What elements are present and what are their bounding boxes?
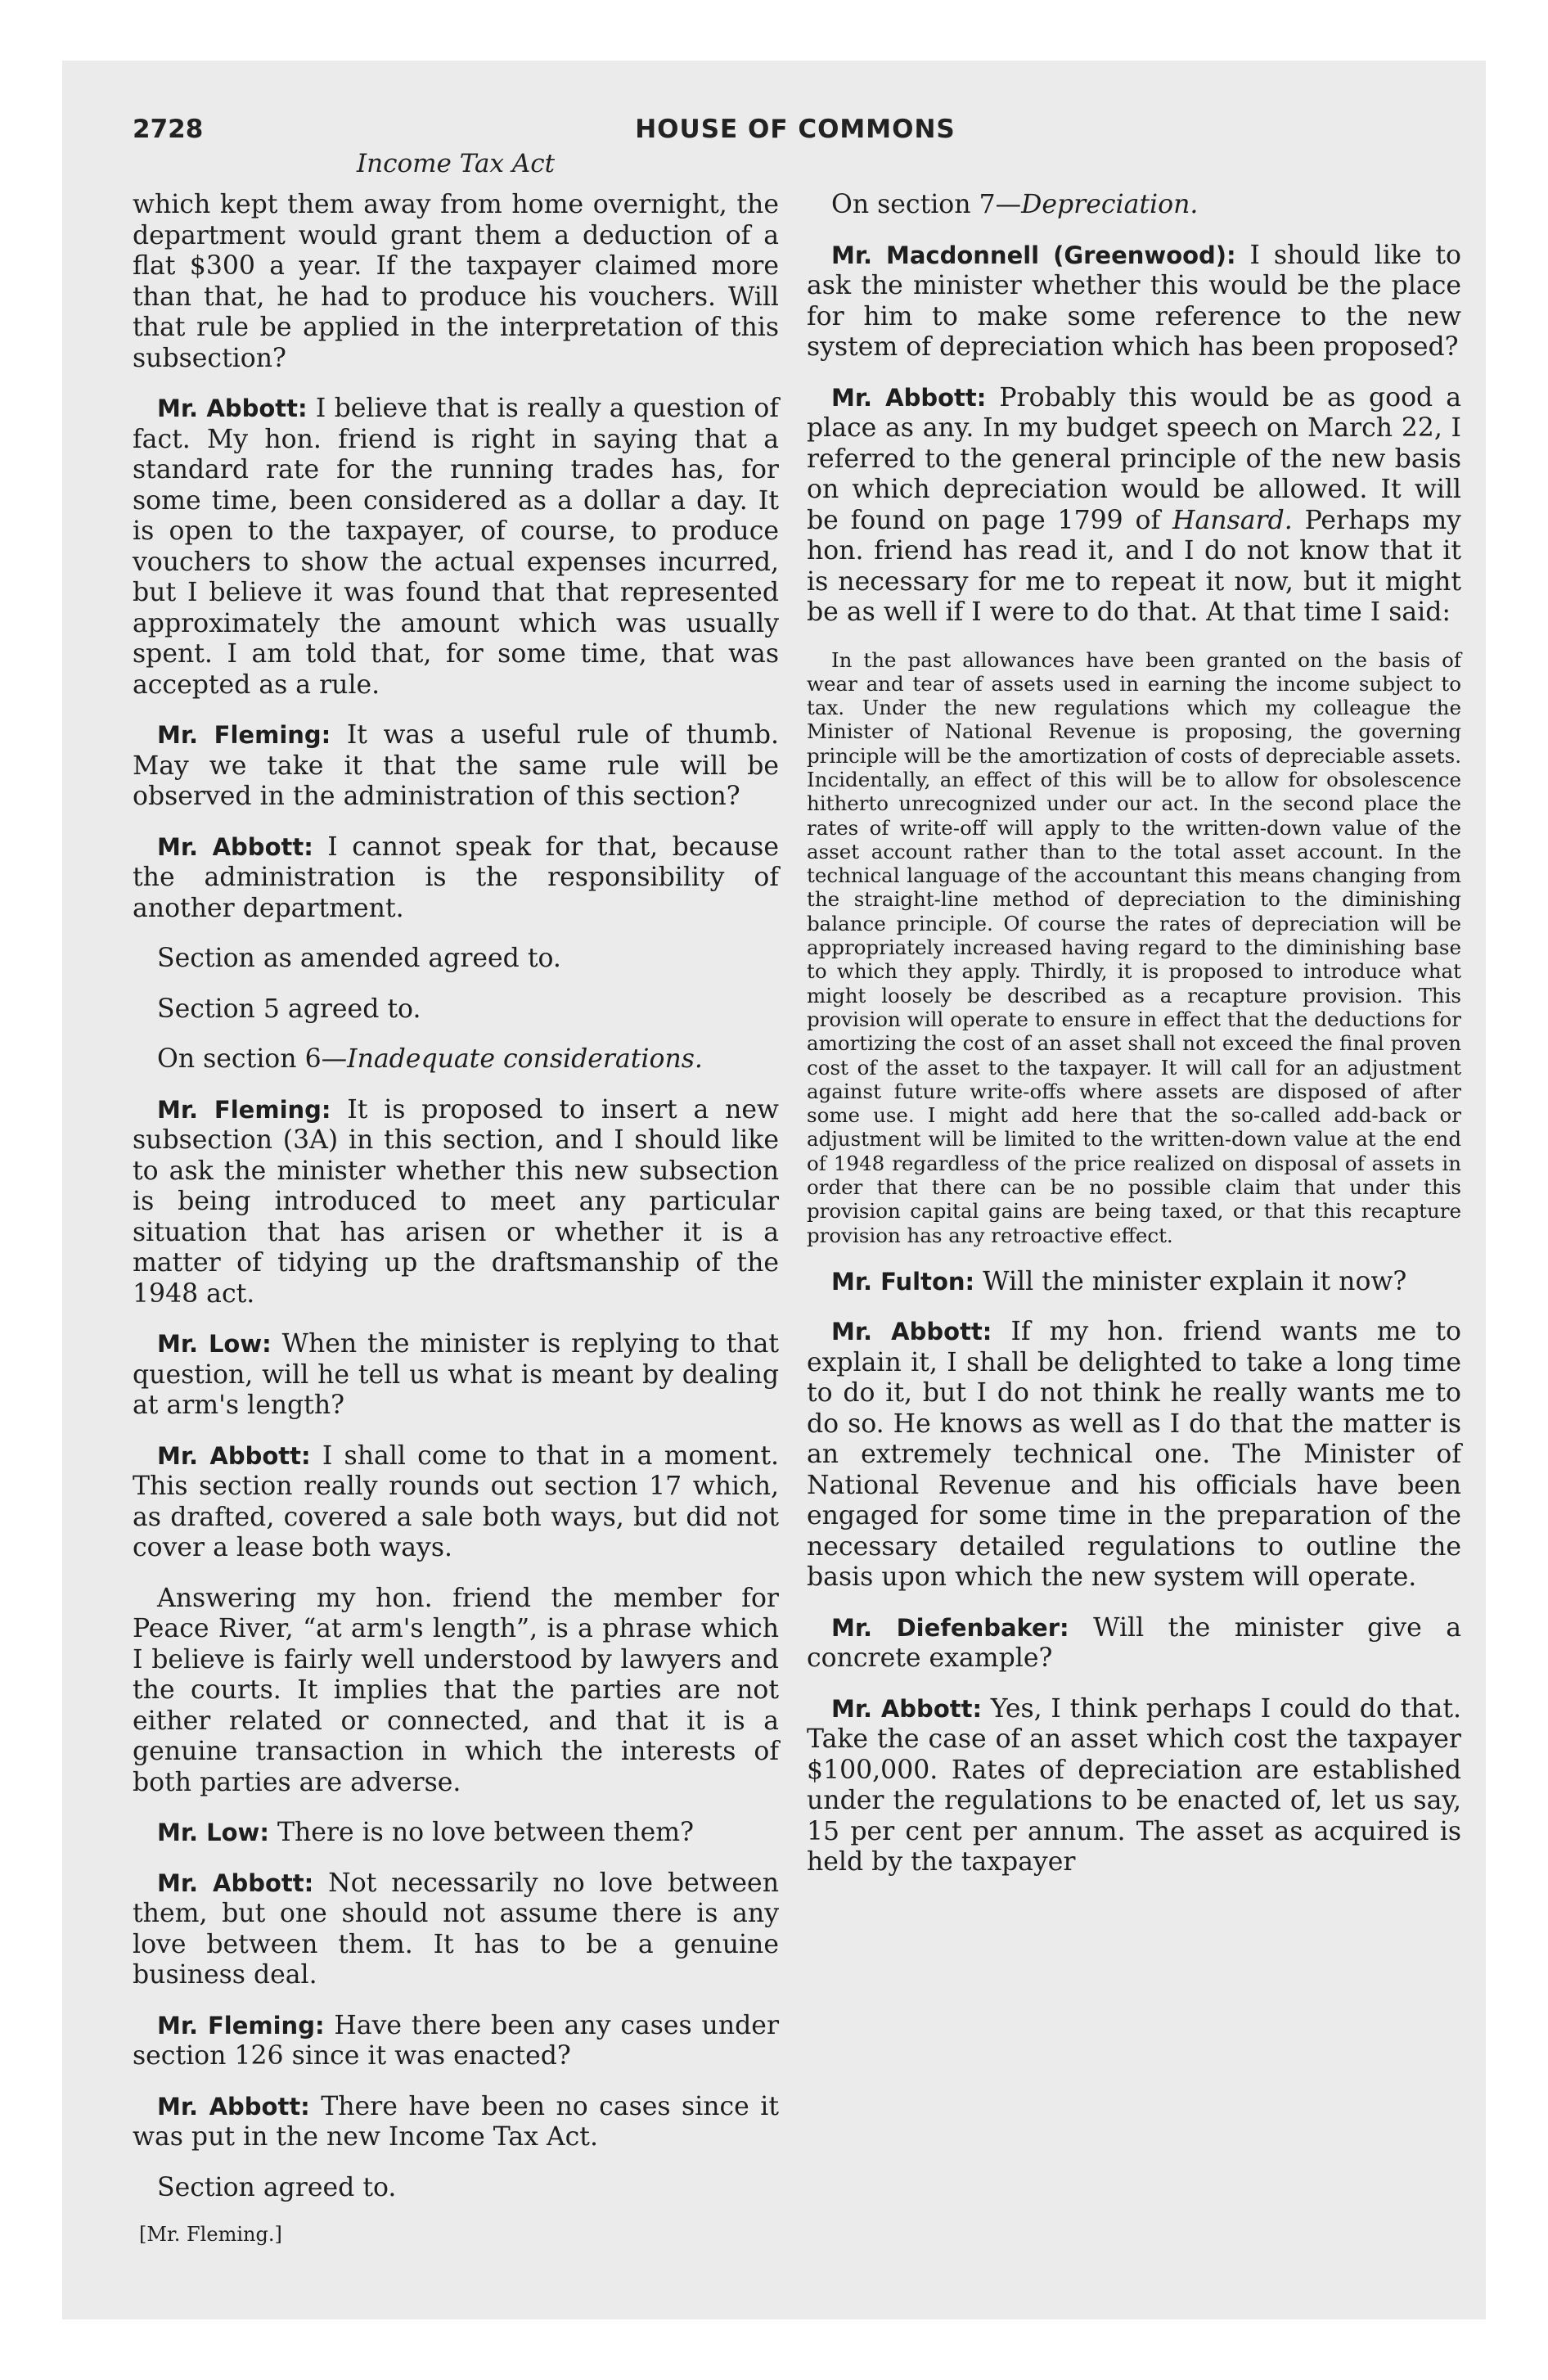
speech-text: I should like to ask the minister whether this would be the place for him to make some reference to the new system of depreciation which has been proposed? [807,240,1461,362]
speech [807,1694,1461,1878]
speech-text: I shall come to that in a moment. This section really rounds out section 17 which, as drafted, covered a sale both ways, but did not cover a lease both ways. [133,1440,779,1562]
speech-text: Perhaps my hon. friend has read it, and I do not know that it is necessary for me to repeat it now, but it might be as well if I were to do that. At that time I said: [807,505,1461,627]
speech [133,1329,779,1422]
speaker-name: Mr. Fleming: [157,1095,331,1124]
speaker-name: Mr. Low: [157,1819,269,1846]
speech-text: Have there been any cases under section 126 since it was enacted? [133,2010,779,2071]
speech [133,1441,779,1564]
speech [133,2011,779,2072]
speech [133,720,779,813]
speech [133,1095,779,1310]
speaker-name: Mr. Abbott: [157,2092,310,2121]
right-column [807,190,1461,1898]
paragraph [133,1584,779,1799]
section-heading [133,1044,779,1075]
page-number: 2728 [133,115,204,144]
procedural-note [133,944,779,975]
speech [133,832,779,925]
speaker-name: Mr. Fleming: [157,721,331,749]
speech-text: There have been no cases since it was put in the new Income Tax Act. [133,2091,779,2152]
speech [133,1868,779,1991]
section-heading-prefix: On section 7— [831,190,1022,219]
budget-speech-quote: In the past allowances have been granted on the basis of wear and tear of assets used in earning the income subject to tax. Under the new regulations which my colleague the Minister of National Revenue is proposing, the governing principle will be the amortization of costs of depreciable assets. Incidentally, an effect of this will be to allow for obsolescence hitherto unrecognized under our act. In the second place the rates of write-off will apply to the written-down value of the asset account rather than to the total asset account. In the technical language of the accountant this means changing from the straight-line method of depreciation to the diminishing balance principle. Of course the rates of depreciation will be appropriately increased having regard to the diminishing base to which they apply. Thirdly, it is proposed to introduce what might loosely be described as a recapture provision. This provision will operate to ensure in effect that the deductions for amortizing the cost of an asset shall not exceed the final proven cost of the asset to the taxpayer. It will call for an adjustment against future write-offs where assets are disposed of after some use. I might add here that the so-called add-back or adjustment will be limited to the written-down value at the end of 1948 regardless of the price realized on disposal of assets in order that there can be no possible claim that under this provision capital gains are being taxed, or that this recapture provision has any retroactive effect. [807,647,1461,1247]
speech-text: It was a useful rule of thumb. May we take it that the same rule will be observed in the administration of this section? [133,720,779,811]
procedural-note [133,994,779,1025]
speaker-name: Mr. Abbott: [831,383,987,412]
paragraph-text: which kept them away from home overnight, the department would grant them a deduction of a flat $300 a year. If the taxpayer claimed more than that, he had to produce his vouchers. Will that rule be applied in the interpretation of this subsection? [133,190,779,373]
running-title: HOUSE OF COMMONS [635,115,956,144]
speech-text: Not necessarily no love between them, but one should not assume there is any love between them. It has to be a genuine business deal. [133,1868,779,1990]
speech-text: I cannot speak for that, because the administration is the responsibility of another department. [133,832,779,923]
speech [807,383,1461,629]
procedural-note [133,2173,779,2204]
procedural-text: Section 5 agreed to. [157,994,421,1024]
speaker-name: Mr. Abbott: [157,1868,314,1897]
hansard-reference: Hansard. [1172,505,1293,535]
footer-speaker-note: [Mr. Fleming.] [139,2223,282,2246]
paragraph-text: Answering my hon. friend the member for Peace River, “at arm's length”, is a phrase which I believe is fairly well understood by lawyers and the courts. It implies that the parties are not either related or connected, and that it is a genuine transaction in which the interests of both parties are adverse. [133,1583,779,1797]
speech [807,1613,1461,1675]
speech-text: It is proposed to insert a new subsection (3A) in this section, and I should like to ask the minister whether this new subsection is being introduced to meet any particular situation that has arisen or whether it is a matter of tidying up the draftsmanship of the 1948 act. [133,1094,779,1309]
speech [133,1818,779,1849]
speech-text: There is no love between them? [268,1818,694,1847]
procedural-text: Section as amended agreed to. [157,944,561,973]
speaker-name: Mr. Abbott: [157,1441,311,1470]
speech-text: When the minister is replying to that question, will he tell us what is meant by dealing at arm's length? [133,1329,780,1420]
speaker-name: Mr. Macdonnell (Greenwood): [831,241,1236,269]
section-heading-title: Depreciation. [1021,190,1199,219]
section-heading [807,190,1461,221]
speech-text: Yes, I think perhaps I could do that. Take the case of an asset which cost the taxpayer $100,000. Rates of depreciation are established under the regulations to be enacted of, let us say, 15 per cent per annum. The asset as acquired is held by the taxpayer [807,1693,1461,1877]
speech [807,1317,1461,1593]
speech [807,1267,1461,1298]
speech-text: Will the minister give a concrete example? [807,1612,1462,1674]
section-heading-title: Inadequate considerations. [347,1044,703,1074]
speaker-name: Mr. Abbott: [157,394,308,422]
speaker-name: Mr. Diefenbaker: [831,1613,1069,1642]
speaker-name: Mr. Fleming: [157,2011,325,2040]
procedural-text: Section agreed to. [157,2172,397,2202]
speech-text: I believe that is really a question of fact. My hon. friend is right in saying that a standard rate for the running trades has, for some time, been considered as a dollar a day. It is open to the taxpayer, of course, to produce vouchers to show the actual expenses incurred, but I believe it was found that that represented approximately the amount which was usually spent. I am told that, for some time, that was accepted as a rule. [133,394,779,700]
speech-text: Probably this would be as good a place as any. In my budget speech on March 22, I referred to the general principle of the new basis on which depreciation would be allowed. It will be found on page 1799 of [807,382,1461,535]
speaker-name: Mr. Abbott: [831,1318,992,1346]
speech-text: If my hon. friend wants me to explain it, I shall be delighted to take a long time to do it, but I do not think he really wants me to do so. He knows as well as I do that the matter is an extremely technical one. The Minister of National Revenue and his officials have been engaged for some time in the preparation of the necessary detailed regulations to outline the basis upon which the new system will operate. [807,1317,1461,1593]
speaker-name: Mr. Low: [157,1330,272,1358]
speech [807,241,1461,363]
paragraph [133,190,779,374]
speaker-name: Mr. Abbott: [831,1694,983,1723]
speech-text: Will the minister explain it now? [974,1266,1407,1296]
speaker-name: Mr. Fulton: [831,1267,975,1296]
page-header [133,115,1458,147]
speech [133,394,779,701]
section-subheading: Income Tax Act [356,149,556,178]
speech [133,2092,779,2153]
section-heading-prefix: On section 6— [157,1044,348,1074]
left-column [133,190,779,2246]
speaker-name: Mr. Abbott: [157,832,313,861]
